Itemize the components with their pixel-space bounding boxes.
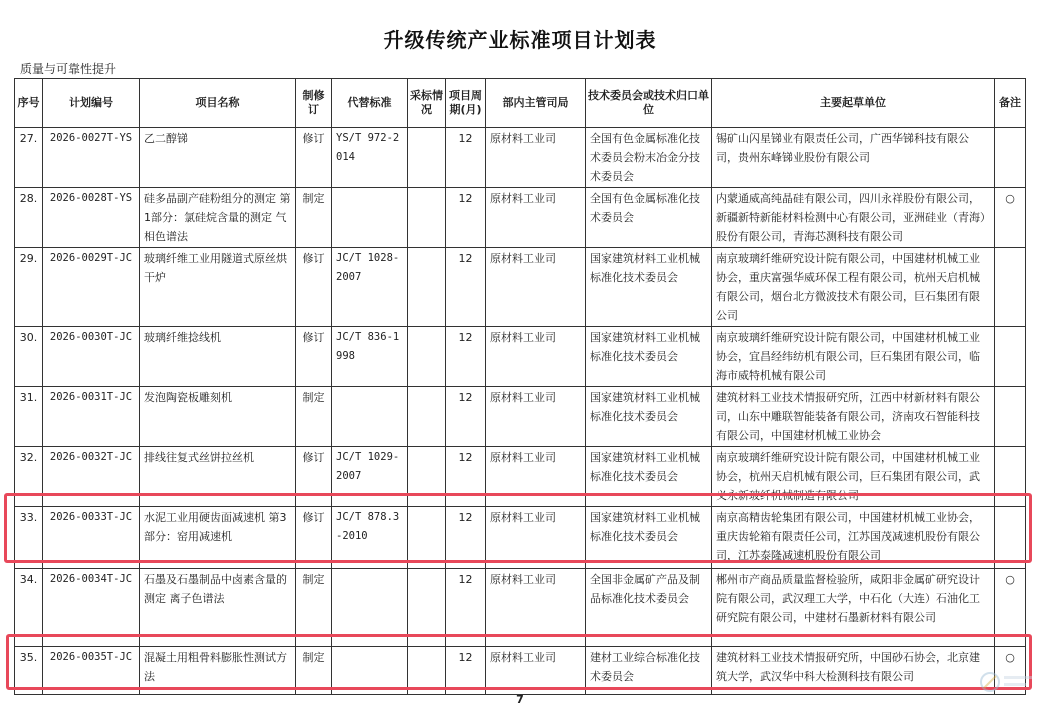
col-header-period: 项目周期(月) [446,79,486,128]
cell-type: 修订 [296,507,332,569]
cell-type: 制定 [296,188,332,248]
cell-committee: 全国有色金属标准化技术委员会 [586,188,712,248]
cell-code: 2026-0028T-YS [43,188,140,248]
cell-type: 制定 [296,569,332,647]
cell-period: 12 [446,248,486,327]
cell-replace: JC/T 1028-2007 [332,248,408,327]
cell-name: 排线往复式丝饼拉丝机 [140,447,296,507]
cell-drafters: 南京高精齿轮集团有限公司，中国建材机械工业协会，重庆齿轮箱有限责任公司，江苏国茂减速机股份有限公司，江苏泰隆减速机股份有限公司 [712,507,995,569]
cell-replace: JC/T 1029-2007 [332,447,408,507]
col-header-type: 制修订 [296,79,332,128]
cell-period: 12 [446,387,486,447]
section-heading: 质量与可靠性提升 [20,62,117,76]
table-row [15,387,1026,447]
col-header-code: 计划编号 [43,79,140,128]
cell-type: 修订 [296,248,332,327]
col-header-adopt: 采标情况 [408,79,446,128]
cell-code: 2026-0035T-JC [43,647,140,695]
standards-plan-table [14,78,1026,695]
cell-adopt [408,188,446,248]
watermark-icon [978,668,1036,698]
cell-drafters: 建筑材料工业技术情报研究所，中国砂石协会，北京建筑大学，武汉华中科大检测科技有限公司 [712,647,995,695]
page-number: 7 [516,693,524,706]
cell-period: 12 [446,447,486,507]
col-header-drafters: 主要起草单位 [712,79,995,128]
cell-name: 发泡陶瓷板雕刻机 [140,387,296,447]
cell-remark [995,327,1026,387]
cell-period: 12 [446,647,486,695]
cell-no: 27. [15,128,43,188]
table-header-row [15,79,1026,128]
cell-name: 乙二醇锑 [140,128,296,188]
col-header-replace: 代替标准 [332,79,408,128]
cell-remark: ○ [995,188,1026,248]
cell-no: 33. [15,507,43,569]
cell-adopt [408,327,446,387]
cell-name: 混凝土用粗骨料膨胀性测试方法 [140,647,296,695]
cell-type: 制定 [296,647,332,695]
cell-drafters: 南京玻璃纤维研究设计院有限公司，中国建材机械工业协会，宜昌经纬纺机有限公司，巨石集团有限公司，临海市威特机械有限公司 [712,327,995,387]
cell-code: 2026-0029T-JC [43,248,140,327]
cell-code: 2026-0034T-JC [43,569,140,647]
cell-remark [995,128,1026,188]
col-header-committee: 技术委员会或技术归口单位 [586,79,712,128]
cell-period: 12 [446,128,486,188]
cell-no: 35. [15,647,43,695]
cell-drafters: 南京玻璃纤维研究设计院有限公司，中国建材机械工业协会，重庆富强华威环保工程有限公司，杭州天启机械有限公司，烟台北方微波技术有限公司，巨石集团有限公司 [712,248,995,327]
cell-committee: 国家建筑材料工业机械标准化技术委员会 [586,447,712,507]
table-row [15,188,1026,248]
cell-period: 12 [446,327,486,387]
col-header-no: 序号 [15,79,43,128]
cell-no: 29. [15,248,43,327]
cell-drafters: 南京玻璃纤维研究设计院有限公司，中国建材机械工业协会，杭州天启机械有限公司，巨石集团有限公司，武义永新玻纤机械制造有限公司 [712,447,995,507]
col-header-name: 项目名称 [140,79,296,128]
cell-remark: ○ [995,569,1026,647]
cell-adopt [408,128,446,188]
cell-code: 2026-0032T-JC [43,447,140,507]
cell-period: 12 [446,507,486,569]
cell-period: 12 [446,569,486,647]
cell-name: 石墨及石墨制品中卤素含量的测定 离子色谱法 [140,569,296,647]
cell-replace [332,387,408,447]
cell-name: 硅多晶副产硅粉组分的测定 第1部分：氯硅烷含量的测定 气相色谱法 [140,188,296,248]
cell-type: 修订 [296,447,332,507]
table-row [15,327,1026,387]
cell-remark [995,248,1026,327]
cell-replace: JC/T 836-1998 [332,327,408,387]
cell-code: 2026-0031T-JC [43,387,140,447]
cell-remark [995,387,1026,447]
cell-type: 修订 [296,128,332,188]
table-row [15,248,1026,327]
cell-committee: 全国非金属矿产品及制品标准化技术委员会 [586,569,712,647]
cell-replace [332,188,408,248]
cell-replace: YS/T 972-2014 [332,128,408,188]
cell-committee: 建材工业综合标准化技术委员会 [586,647,712,695]
col-header-dept: 部内主管司局 [486,79,586,128]
cell-code: 2026-0030T-JC [43,327,140,387]
cell-dept: 原材料工业司 [486,327,586,387]
cell-type: 修订 [296,327,332,387]
cell-no: 28. [15,188,43,248]
cell-committee: 国家建筑材料工业机械标准化技术委员会 [586,248,712,327]
cell-code: 2026-0027T-YS [43,128,140,188]
cell-drafters: 郴州市产商品质量监督检验所，咸阳非金属矿研究设计院有限公司，武汉理工大学，中石化（大连）石油化工研究院有限公司，中建材石墨新材料有限公司 [712,569,995,647]
cell-period: 12 [446,188,486,248]
cell-dept: 原材料工业司 [486,569,586,647]
table-row [15,128,1026,188]
cell-no: 34. [15,569,43,647]
cell-dept: 原材料工业司 [486,447,586,507]
cell-committee: 国家建筑材料工业机械标准化技术委员会 [586,507,712,569]
cell-dept: 原材料工业司 [486,188,586,248]
cell-no: 32. [15,447,43,507]
document-title: 升级传统产业标准项目计划表 [383,28,657,52]
cell-dept: 原材料工业司 [486,248,586,327]
cell-committee: 全国有色金属标准化技术委员会粉末冶金分技术委员会 [586,128,712,188]
col-header-remark: 备注 [995,79,1026,128]
cell-name: 玻璃纤维工业用隧道式原丝烘干炉 [140,248,296,327]
highlight-box-row-33 [4,493,1032,563]
cell-no: 30. [15,327,43,387]
highlight-box-row-35 [6,634,1032,690]
cell-replace: JC/T 878.3-2010 [332,507,408,569]
cell-dept: 原材料工业司 [486,647,586,695]
cell-name: 水泥工业用硬齿面减速机 第3部分：窑用减速机 [140,507,296,569]
cell-committee: 国家建筑材料工业机械标准化技术委员会 [586,387,712,447]
cell-adopt [408,387,446,447]
cell-drafters: 锡矿山闪星锑业有限责任公司，广西华锑科技有限公司，贵州东峰锑业股份有限公司 [712,128,995,188]
cell-name: 玻璃纤维捻线机 [140,327,296,387]
cell-dept: 原材料工业司 [486,128,586,188]
cell-adopt [408,248,446,327]
cell-drafters: 内蒙通威高纯晶硅有限公司，四川永祥股份有限公司，新疆新特新能材料检测中心有限公司，亚洲硅业（青海）股份有限公司，青海芯测科技有限公司 [712,188,995,248]
cell-type: 制定 [296,387,332,447]
cell-dept: 原材料工业司 [486,507,586,569]
cell-drafters: 建筑材料工业技术情报研究所，江西中材新材料有限公司，山东中雕联智能装备有限公司，济南攻石智能科技有限公司，中国建材机械工业协会 [712,387,995,447]
cell-remark: ○ [995,647,1026,695]
cell-no: 31. [15,387,43,447]
cell-code: 2026-0033T-JC [43,507,140,569]
cell-dept: 原材料工业司 [486,387,586,447]
cell-committee: 国家建筑材料工业机械标准化技术委员会 [586,327,712,387]
